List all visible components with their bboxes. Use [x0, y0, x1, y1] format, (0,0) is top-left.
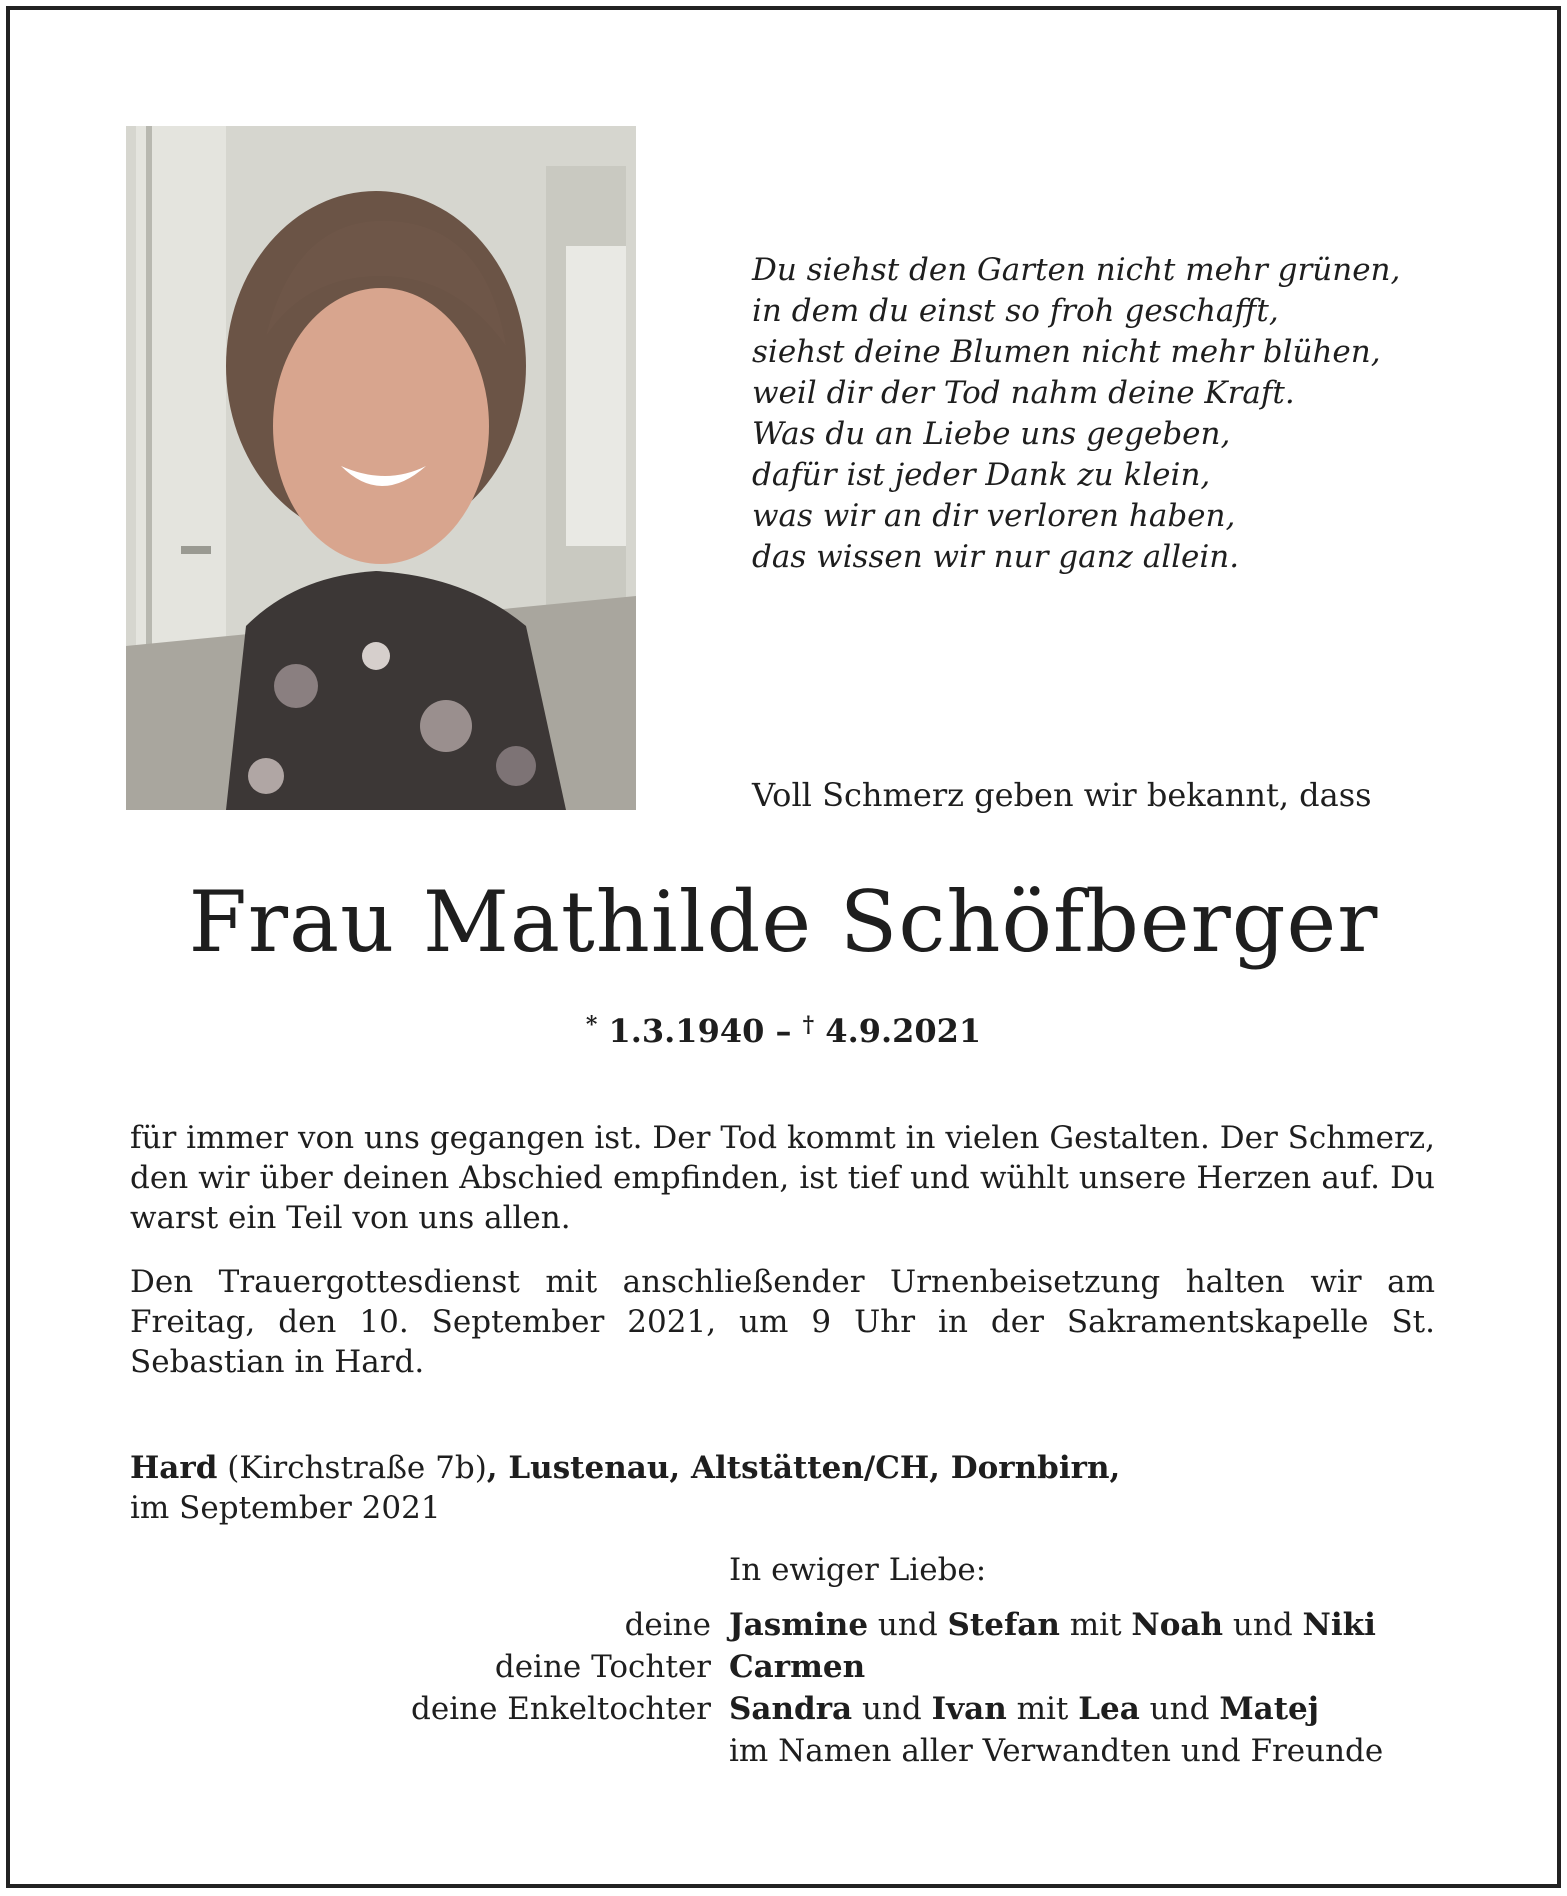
mourner-name: Niki	[1302, 1607, 1376, 1643]
connector: mit	[1006, 1691, 1079, 1727]
mourner-name: Sandra	[729, 1691, 853, 1727]
relation-label: deine Tochter	[494, 1649, 711, 1685]
mourner-name: Noah	[1131, 1607, 1224, 1643]
relation-label: deine Enkeltochter	[411, 1691, 711, 1727]
poem-line: dafür ist jeder Dank zu klein,	[752, 457, 1211, 493]
mourner-names	[729, 1688, 1319, 1730]
death-symbol: †	[802, 1012, 815, 1038]
poem-line: weil dir der Tod nahm deine Kraft.	[752, 375, 1295, 411]
connector: und	[868, 1607, 948, 1643]
deceased-name: Frau Mathilde Schöfberger	[188, 873, 1379, 971]
date-separator: –	[775, 1012, 792, 1050]
mourner-names	[729, 1604, 1376, 1646]
portrait-photo	[126, 126, 636, 810]
life-dates	[0, 1012, 1567, 1050]
connector: und	[1139, 1691, 1220, 1727]
mourner-name: Matej	[1219, 1691, 1319, 1727]
place-town: Hard	[130, 1450, 218, 1486]
connector: mit	[1059, 1607, 1132, 1643]
portrait-illustration	[126, 126, 636, 810]
place-address: (Kirchstraße 7b)	[217, 1450, 487, 1486]
place-line	[130, 1448, 1120, 1488]
mourner-name: Jasmine	[729, 1607, 869, 1643]
poem-line: in dem du einst so froh geschafft,	[752, 293, 1279, 329]
mourner-name: Ivan	[931, 1691, 1007, 1727]
mourner-name: Carmen	[729, 1649, 866, 1685]
mourner-names	[729, 1646, 865, 1688]
memorial-poem	[752, 250, 1472, 578]
place-others: , Lustenau, Altstätten/CH, Dornbirn,	[486, 1450, 1121, 1486]
signature-intro: In ewiger Liebe:	[729, 1552, 987, 1588]
place-date: im September 2021	[130, 1490, 441, 1526]
obituary-paragraph: für immer von uns gegangen ist. Der Tod kommt in vielen Gestalten. Der Schmerz, den wir über deinen Abschied empfinden, ist tief und wühlt unsere Herzen auf. Du warst ein Teil von uns allen.	[130, 1120, 1435, 1236]
poem-line: siehst deine Blumen nicht mehr blühen,	[752, 334, 1381, 370]
relation-label: deine	[624, 1607, 711, 1643]
mourner-name: Stefan	[947, 1607, 1060, 1643]
poem-line: was wir an dir verloren haben,	[752, 498, 1236, 534]
death-date: 4.9.2021	[825, 1012, 982, 1050]
connector: und	[1223, 1607, 1303, 1643]
poem-line: Du siehst den Garten nicht mehr grünen,	[752, 252, 1401, 288]
connector: und	[852, 1691, 932, 1727]
signature-closing: im Namen aller Verwandten und Freunde	[729, 1733, 1384, 1769]
birth-date: 1.3.1940	[608, 1012, 765, 1050]
poem-line: Was du an Liebe uns gegeben,	[752, 416, 1231, 452]
funeral-service-paragraph: Den Trauergottesdienst mit anschließender Urnenbeisetzung halten wir am Freitag, den 10. September 2021, um 9 Uhr in der Sakramentskapelle St. Sebastian in Hard.	[130, 1264, 1435, 1380]
mourner-name: Lea	[1078, 1691, 1140, 1727]
poem-line: das wissen wir nur ganz allein.	[752, 539, 1240, 575]
announcement-text: Voll Schmerz geben wir bekannt, dass	[752, 776, 1372, 814]
birth-symbol: *	[585, 1012, 598, 1038]
